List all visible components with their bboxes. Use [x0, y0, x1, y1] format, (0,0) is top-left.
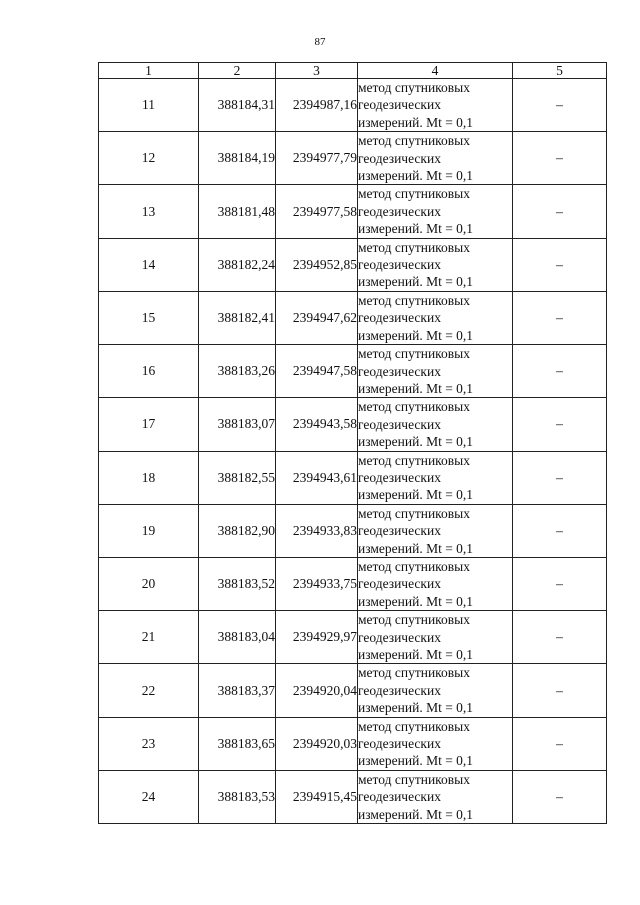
method-line: метод спутниковых	[358, 346, 470, 362]
column-header: 2	[199, 63, 276, 79]
point-number-cell: 14	[99, 238, 199, 291]
method-cell	[358, 132, 513, 185]
note-cell: –	[513, 185, 607, 238]
x-coordinate-cell: 388183,53	[199, 770, 276, 823]
y-coordinate-cell: 2394943,61	[276, 451, 358, 504]
point-number-cell: 20	[99, 557, 199, 610]
method-line: измерений. Mt = 0,1	[358, 380, 474, 396]
method-line: метод спутниковых	[358, 612, 470, 628]
method-line: метод спутниковых	[358, 80, 470, 95]
y-coordinate-cell: 2394977,58	[276, 185, 358, 238]
method-line: геодезических	[358, 150, 441, 166]
coordinates-table	[98, 62, 607, 824]
x-coordinate-cell: 388183,07	[199, 398, 276, 451]
note-cell: –	[513, 557, 607, 610]
method-line: измерений. Mt = 0,1	[358, 168, 474, 184]
x-coordinate-cell: 388183,65	[199, 717, 276, 770]
y-coordinate-cell: 2394977,79	[276, 132, 358, 185]
method-cell	[358, 79, 513, 132]
method-cell	[358, 611, 513, 664]
method-cell	[358, 398, 513, 451]
table-row	[99, 611, 607, 664]
table-row	[99, 132, 607, 185]
method-line: метод спутниковых	[358, 771, 470, 787]
method-line: геодезических	[358, 469, 441, 485]
method-line: измерений. Mt = 0,1	[358, 700, 474, 716]
point-number-cell: 24	[99, 770, 199, 823]
note-cell: –	[513, 79, 607, 132]
note-cell: –	[513, 345, 607, 398]
table-row	[99, 345, 607, 398]
method-line: геодезических	[358, 789, 441, 805]
method-line: геодезических	[358, 97, 441, 113]
point-number-cell: 17	[99, 398, 199, 451]
method-line: геодезических	[358, 310, 441, 326]
x-coordinate-cell: 388183,26	[199, 345, 276, 398]
method-line: метод спутниковых	[358, 718, 470, 734]
y-coordinate-cell: 2394947,62	[276, 291, 358, 344]
column-header: 1	[99, 63, 199, 79]
x-coordinate-cell: 388182,90	[199, 504, 276, 557]
y-coordinate-cell: 2394915,45	[276, 770, 358, 823]
table-row	[99, 79, 607, 132]
method-line: геодезических	[358, 363, 441, 379]
method-cell	[358, 291, 513, 344]
point-number-cell: 21	[99, 611, 199, 664]
note-cell: –	[513, 664, 607, 717]
table-row	[99, 664, 607, 717]
note-cell: –	[513, 291, 607, 344]
method-line: геодезических	[358, 736, 441, 752]
table-row	[99, 238, 607, 291]
method-line: геодезических	[358, 416, 441, 432]
table-body	[99, 79, 607, 824]
method-line: измерений. Mt = 0,1	[358, 753, 474, 769]
point-number-cell: 19	[99, 504, 199, 557]
x-coordinate-cell: 388181,48	[199, 185, 276, 238]
x-coordinate-cell: 388182,41	[199, 291, 276, 344]
table-row	[99, 770, 607, 823]
y-coordinate-cell: 2394920,03	[276, 717, 358, 770]
method-line: метод спутниковых	[358, 292, 470, 308]
method-line: метод спутниковых	[358, 399, 470, 415]
method-line: измерений. Mt = 0,1	[358, 114, 474, 130]
point-number-cell: 15	[99, 291, 199, 344]
method-cell	[358, 717, 513, 770]
table-row	[99, 504, 607, 557]
method-cell	[358, 238, 513, 291]
table-row	[99, 717, 607, 770]
point-number-cell: 12	[99, 132, 199, 185]
point-number-cell: 22	[99, 664, 199, 717]
method-line: метод спутниковых	[358, 452, 470, 468]
x-coordinate-cell: 388182,24	[199, 238, 276, 291]
y-coordinate-cell: 2394933,75	[276, 557, 358, 610]
method-line: измерений. Mt = 0,1	[358, 593, 474, 609]
method-line: геодезических	[358, 629, 441, 645]
column-header: 4	[358, 63, 513, 79]
note-cell: –	[513, 717, 607, 770]
page-number: 87	[314, 36, 326, 48]
method-line: метод спутниковых	[358, 186, 470, 202]
method-line: метод спутниковых	[358, 558, 470, 574]
method-line: геодезических	[358, 523, 441, 539]
method-cell	[358, 185, 513, 238]
table-row	[99, 557, 607, 610]
column-header: 5	[513, 63, 607, 79]
x-coordinate-cell: 388184,31	[199, 79, 276, 132]
method-line: измерений. Mt = 0,1	[358, 434, 474, 450]
note-cell: –	[513, 504, 607, 557]
method-line: метод спутниковых	[358, 239, 470, 255]
y-coordinate-cell: 2394933,83	[276, 504, 358, 557]
table-row	[99, 185, 607, 238]
y-coordinate-cell: 2394987,16	[276, 79, 358, 132]
note-cell: –	[513, 451, 607, 504]
point-number-cell: 13	[99, 185, 199, 238]
point-number-cell: 11	[99, 79, 199, 132]
method-cell	[358, 770, 513, 823]
method-cell	[358, 504, 513, 557]
method-cell	[358, 557, 513, 610]
method-line: измерений. Mt = 0,1	[358, 647, 474, 662]
method-line: метод спутниковых	[358, 133, 470, 149]
note-cell: –	[513, 770, 607, 823]
method-line: геодезических	[358, 682, 441, 698]
x-coordinate-cell: 388183,37	[199, 664, 276, 717]
method-line: измерений. Mt = 0,1	[358, 327, 474, 343]
note-cell: –	[513, 398, 607, 451]
x-coordinate-cell: 388182,55	[199, 451, 276, 504]
method-cell	[358, 664, 513, 717]
table-row	[99, 291, 607, 344]
table-row	[99, 398, 607, 451]
method-cell	[358, 345, 513, 398]
column-header: 3	[276, 63, 358, 79]
table-row	[99, 451, 607, 504]
note-cell: –	[513, 132, 607, 185]
point-number-cell: 16	[99, 345, 199, 398]
y-coordinate-cell: 2394947,58	[276, 345, 358, 398]
method-cell	[358, 451, 513, 504]
table-header-row	[99, 63, 607, 79]
note-cell: –	[513, 611, 607, 664]
method-line: геодезических	[358, 257, 441, 273]
method-line: геодезических	[358, 203, 441, 219]
x-coordinate-cell: 388183,52	[199, 557, 276, 610]
y-coordinate-cell: 2394943,58	[276, 398, 358, 451]
method-line: метод спутниковых	[358, 665, 470, 681]
point-number-cell: 23	[99, 717, 199, 770]
y-coordinate-cell: 2394952,85	[276, 238, 358, 291]
point-number-cell: 18	[99, 451, 199, 504]
y-coordinate-cell: 2394920,04	[276, 664, 358, 717]
y-coordinate-cell: 2394929,97	[276, 611, 358, 664]
x-coordinate-cell: 388184,19	[199, 132, 276, 185]
method-line: измерений. Mt = 0,1	[358, 487, 474, 503]
method-line: метод спутниковых	[358, 505, 470, 521]
method-line: измерений. Mt = 0,1	[358, 221, 474, 237]
method-line: измерений. Mt = 0,1	[358, 540, 474, 556]
method-line: геодезических	[358, 576, 441, 592]
method-line: измерений. Mt = 0,1	[358, 274, 474, 290]
method-line: измерений. Mt = 0,1	[358, 806, 474, 822]
x-coordinate-cell: 388183,04	[199, 611, 276, 664]
note-cell: –	[513, 238, 607, 291]
